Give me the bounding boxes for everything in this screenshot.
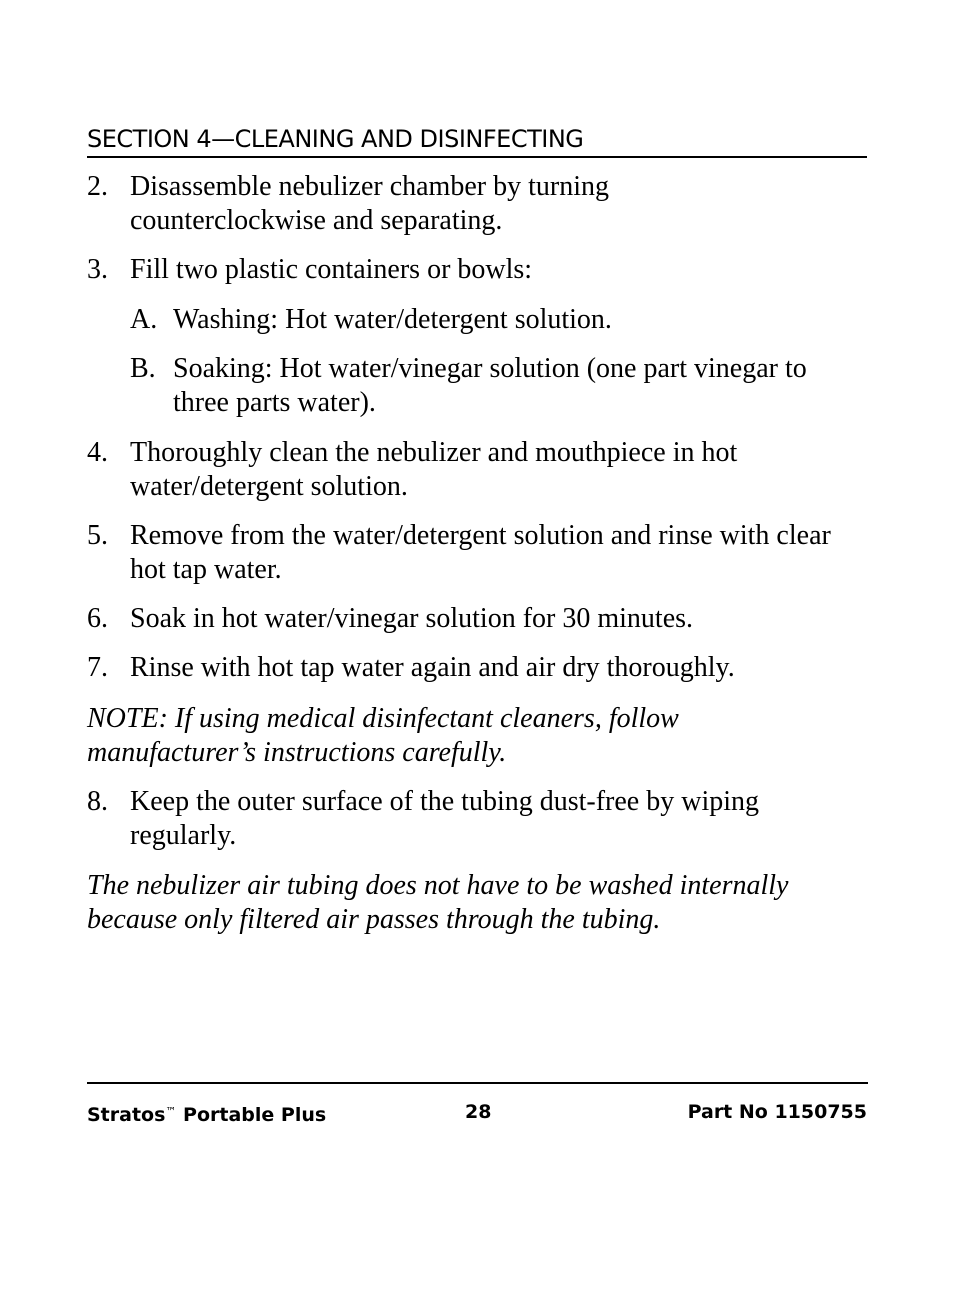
list-item bbox=[87, 253, 867, 289]
step-number: 8. bbox=[87, 786, 108, 817]
step-number: 6. bbox=[87, 603, 108, 634]
step-number: A. bbox=[130, 304, 158, 335]
step-text: Fill two plastic containers or bowls: bbox=[130, 254, 533, 285]
trademark-symbol: ™ bbox=[165, 1105, 177, 1118]
list-item bbox=[87, 519, 867, 589]
step-text: Remove from the water/detergent solution and rinse with clear hot tap water. bbox=[130, 520, 831, 585]
footer-part-number: Part No 1150755 bbox=[687, 1101, 867, 1123]
list-item bbox=[87, 436, 867, 506]
list-item bbox=[87, 602, 867, 638]
step-number: 3. bbox=[87, 254, 108, 285]
product-suffix: Portable Plus bbox=[176, 1104, 327, 1126]
list-item bbox=[130, 352, 867, 422]
step-text: Disassemble nebulizer chamber by turning counterclockwise and separating. bbox=[130, 171, 609, 236]
step-text: Rinse with hot tap water again and air dry thoroughly. bbox=[130, 652, 735, 683]
step-text: Soaking: Hot water/vinegar solution (one part vinegar to three parts water). bbox=[173, 353, 807, 418]
list-item bbox=[87, 170, 867, 240]
step-text: Thoroughly clean the nebulizer and mouthpiece in hot water/detergent solution. bbox=[130, 437, 738, 502]
step-number: 7. bbox=[87, 652, 108, 683]
step-number: 2. bbox=[87, 171, 108, 202]
product-name: Stratos bbox=[87, 1104, 166, 1126]
footer-product-name bbox=[87, 1098, 326, 1129]
closing-text: The nebulizer air tubing does not have to be washed internally because only filtered air passes through the tubing. bbox=[87, 870, 789, 935]
list-item bbox=[87, 651, 867, 687]
list-item bbox=[130, 303, 867, 339]
step-number: 5. bbox=[87, 520, 108, 551]
footer-page-number: 28 bbox=[465, 1101, 492, 1123]
step-text: Soak in hot water/vinegar solution for 30 minutes. bbox=[130, 603, 694, 634]
list-item bbox=[87, 785, 867, 855]
step-number: B. bbox=[130, 353, 156, 384]
step-text: Washing: Hot water/detergent solution. bbox=[173, 304, 612, 335]
note-text: NOTE: If using medical disinfectant cleaners, follow manufacturer’s instructions carefully. bbox=[87, 703, 679, 768]
section-heading: SECTION 4—CLEANING AND DISINFECTING bbox=[87, 124, 867, 158]
step-text: Keep the outer surface of the tubing dust-free by wiping regularly. bbox=[130, 786, 760, 851]
footer-divider bbox=[87, 1082, 868, 1084]
step-number: 4. bbox=[87, 437, 108, 468]
